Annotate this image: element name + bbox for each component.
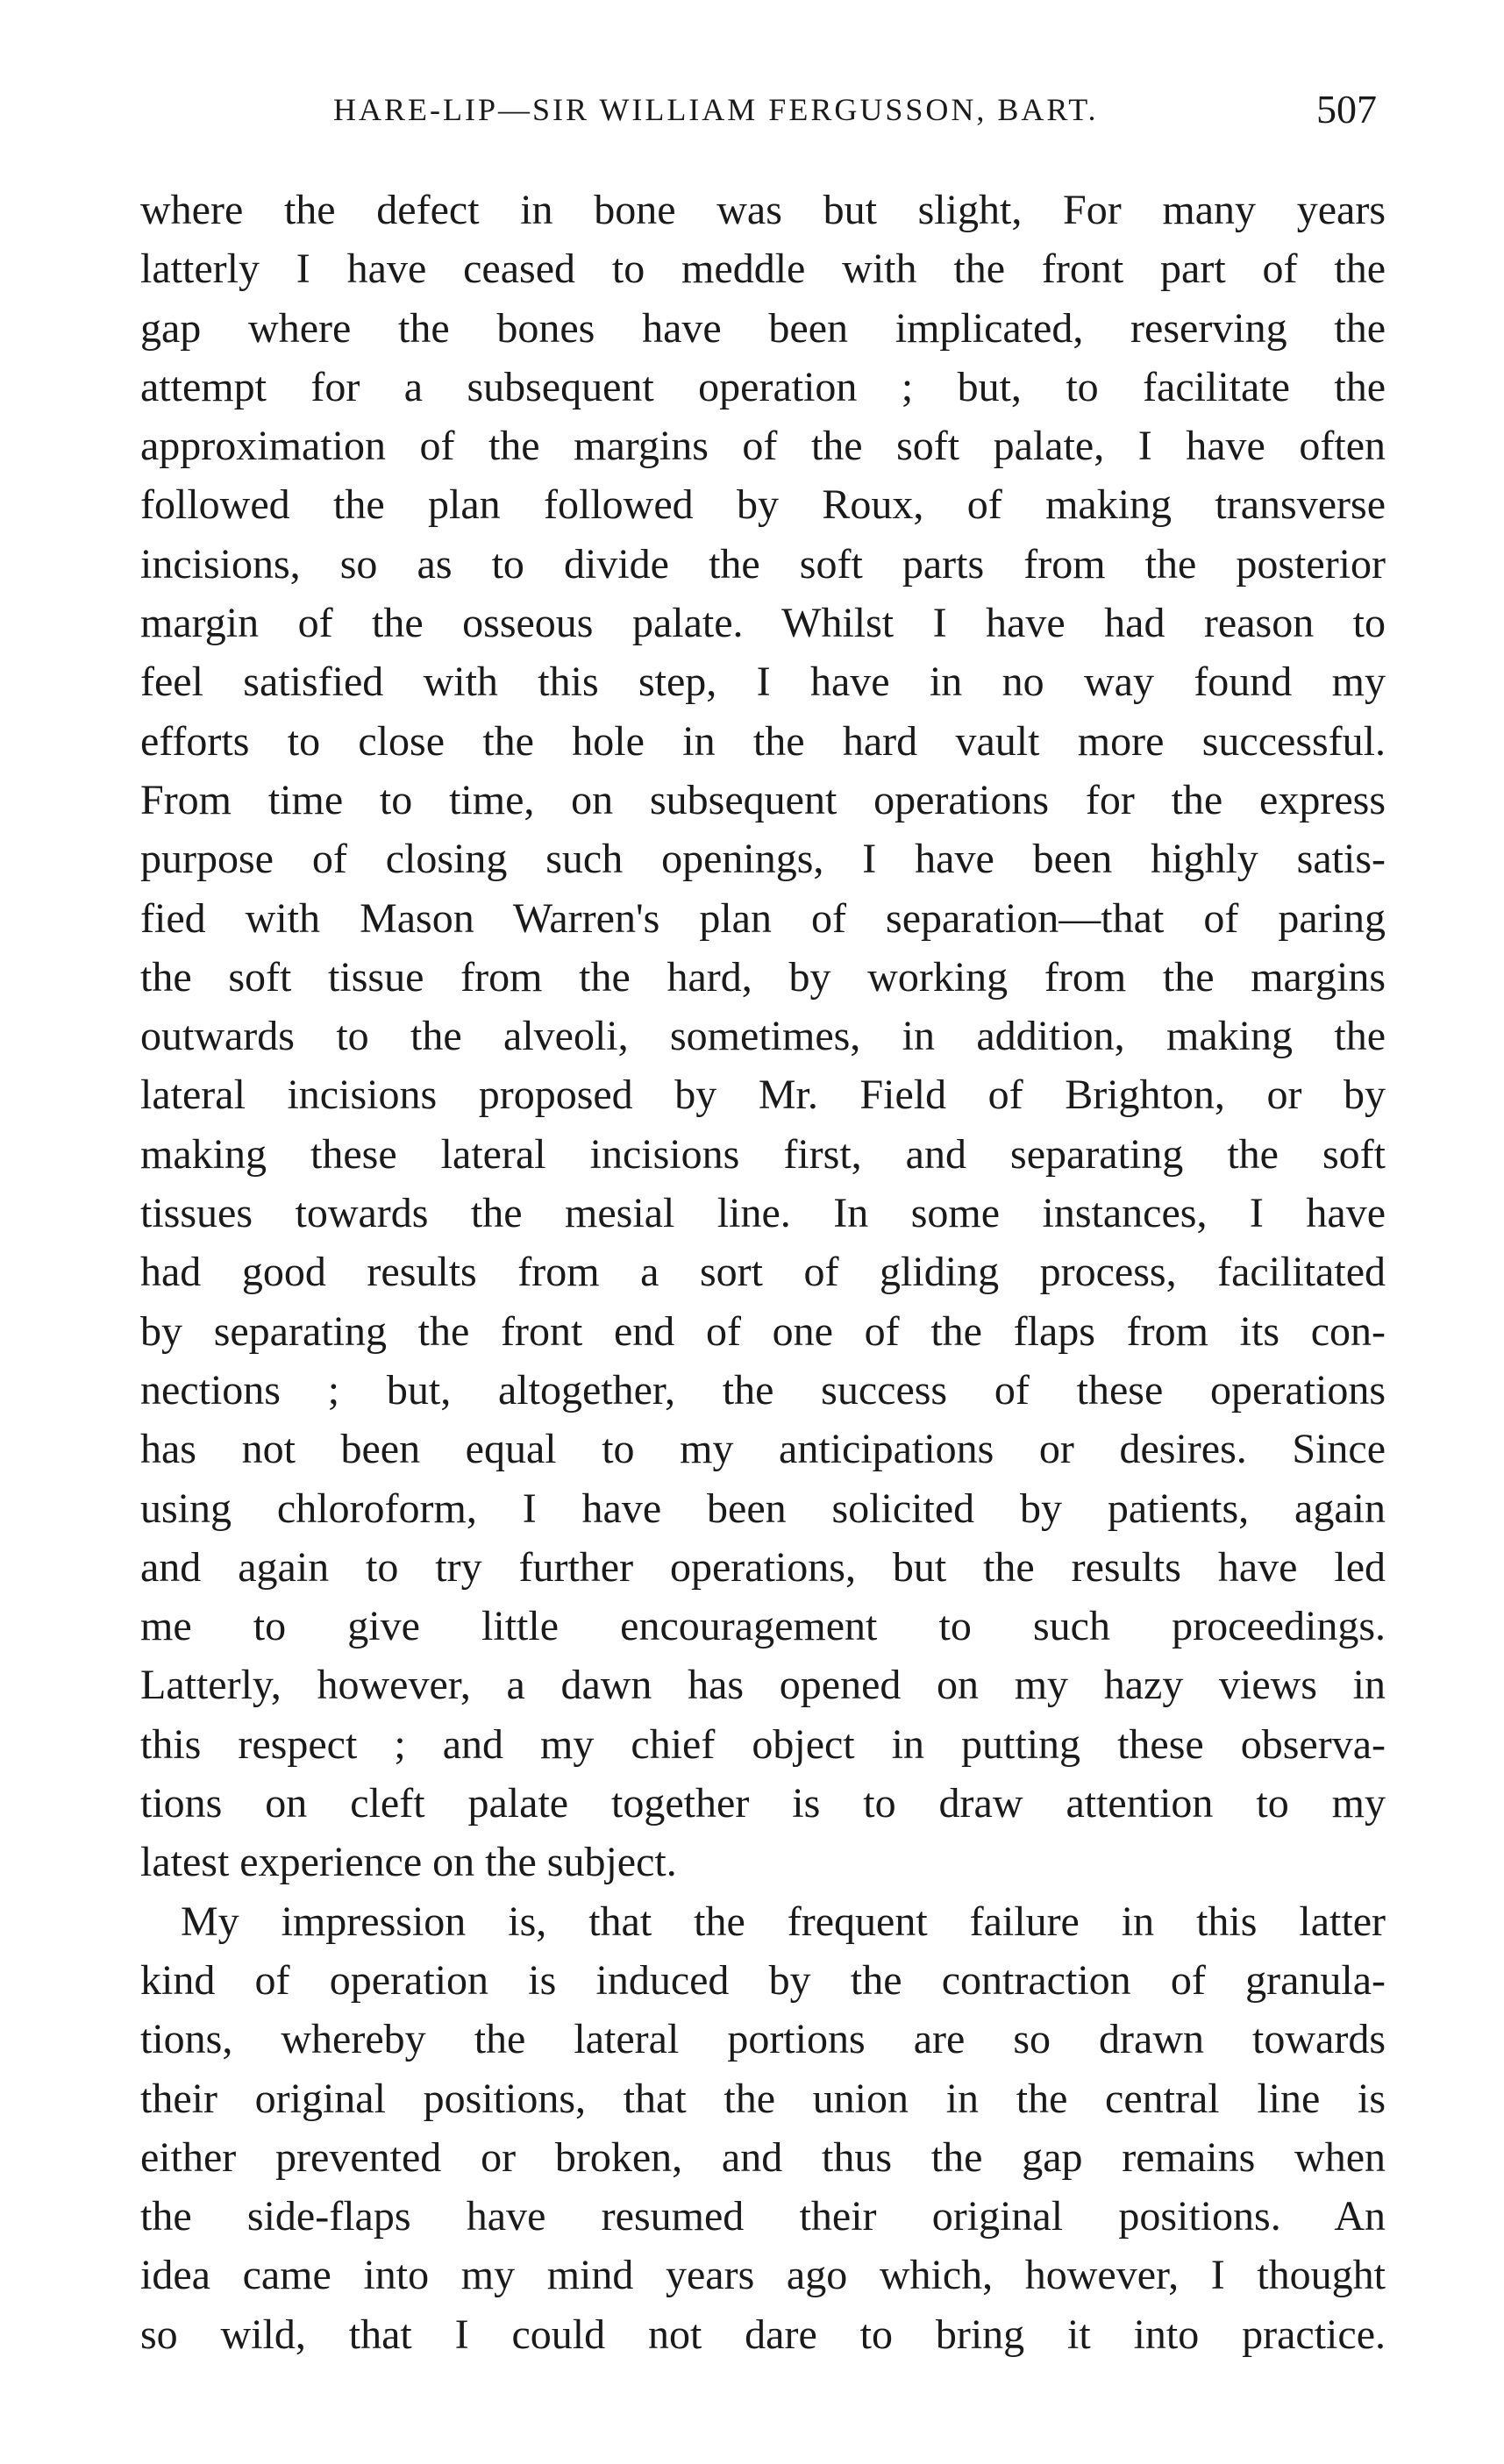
text-line: their original positions, that the union in the central line is: [140, 2075, 1386, 2122]
text-line: approximation of the margins of the soft palate, I have often: [140, 423, 1386, 470]
text-line: has not been equal to my anticipations or desires. Since: [140, 1426, 1386, 1473]
text-line: tions, whereby the lateral portions are so drawn towards: [140, 2016, 1386, 2063]
paragraph-1: [140, 181, 1386, 1892]
text-line: incisions, so as to divide the soft parts from the posterior: [140, 540, 1386, 588]
text-line: tissues towards the mesial line. In some instances, I have: [140, 1190, 1386, 1237]
text-line: so wild, that I could not dare to bring it into practice.: [140, 2311, 1386, 2358]
text-line: tions on cleft palate together is to draw attention to my: [140, 1780, 1386, 1827]
text-line: gap where the bones have been implicated, reserving the: [140, 304, 1386, 352]
text-line: had good results from a sort of gliding process, facilitated: [140, 1249, 1386, 1296]
text-line: lateral incisions proposed by Mr. Field of Brighton, or by: [140, 1072, 1386, 1119]
text-line: purpose of closing such openings, I have been highly satis-: [140, 836, 1386, 883]
running-head: HARE-LIP—SIR WILLIAM FERGUSSON, BART.: [333, 92, 1099, 127]
text-line: this respect ; and my chief object in putting these observa-: [140, 1720, 1386, 1768]
text-line: kind of operation is induced by the contraction of granula-: [140, 1956, 1386, 2004]
text-line: and again to try further operations, but the results have led: [140, 1543, 1386, 1591]
text-line: by separating the front end of one of the flaps from its con-: [140, 1307, 1386, 1355]
paragraph-2: [140, 1892, 1386, 2364]
text-line: latterly I have ceased to meddle with the front part of the: [140, 246, 1386, 293]
text-line: Latterly, however, a dawn has opened on my hazy views in: [140, 1662, 1386, 1709]
text-line: using chloroform, I have been solicited by patients, again: [140, 1485, 1386, 1532]
text-line: efforts to close the hole in the hard vault more successful.: [140, 717, 1386, 765]
text-line: From time to time, on subsequent operations for the express: [140, 776, 1386, 823]
text-line: feel satisfied with this step, I have in no way found my: [140, 659, 1386, 706]
text-line: me to give little encouragement to such proceedings.: [140, 1603, 1386, 1650]
text-line: the side-flaps have resumed their original positions. An: [140, 2193, 1386, 2240]
text-line: either prevented or broken, and thus the gap remains when: [140, 2133, 1386, 2181]
text-line: making these lateral incisions first, and separating the soft: [140, 1130, 1386, 1178]
text-line: attempt for a subsequent operation ; but, to facilitate the: [140, 363, 1386, 410]
page-header: [132, 87, 1377, 144]
text-line: outwards to the alveoli, sometimes, in addition, making the: [140, 1013, 1386, 1060]
text-line: the soft tissue from the hard, by working from the margins: [140, 953, 1386, 1001]
text-line: latest experience on the subject.: [140, 1839, 677, 1886]
text-line: idea came into my mind years ago which, however, I thought: [140, 2252, 1386, 2299]
text-line: fied with Mason Warren's plan of separation—that of paring: [140, 894, 1386, 942]
text-line: margin of the osseous palate. Whilst I have had reason to: [140, 600, 1386, 647]
page-number: 507: [1316, 87, 1377, 132]
text-line: followed the plan followed by Roux, of making transverse: [140, 481, 1386, 529]
text-line: My impression is, that the frequent failure in this latter: [181, 1898, 1386, 1945]
body-text: [140, 181, 1386, 2364]
text-line: where the defect in bone was but slight, For many years: [140, 187, 1386, 233]
text-line: nections ; but, altogether, the success of these operations: [140, 1366, 1386, 1414]
